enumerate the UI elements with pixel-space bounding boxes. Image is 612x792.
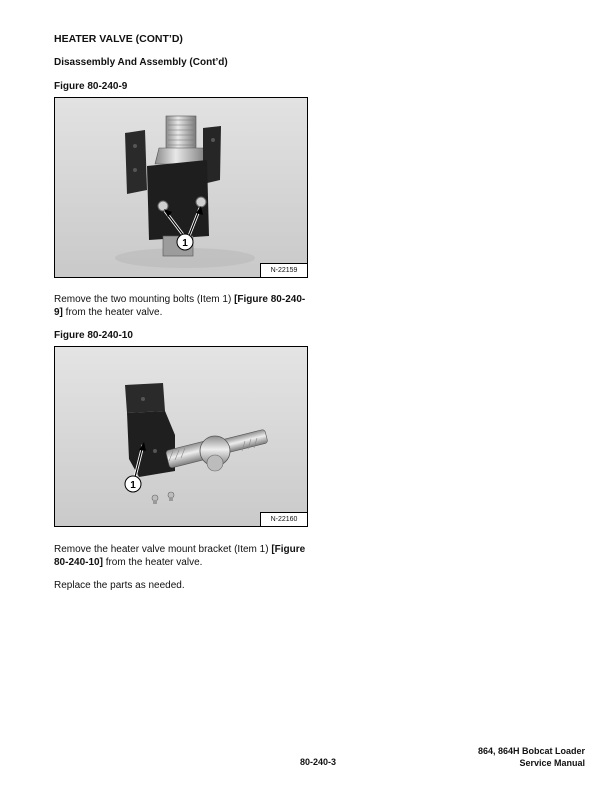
figure-2-label: Figure 80-240-10 — [54, 330, 133, 341]
paragraph-2-text-b: from the heater valve. — [102, 557, 203, 568]
footer-title-line-1: 864, 864H Bobcat Loader — [477, 746, 585, 756]
figure-1-callout: 1 — [182, 238, 188, 249]
paragraph-1-figure-ref: [Figure 80-240-9] — [54, 294, 306, 318]
paragraph-1-text-b: from the heater valve. — [62, 307, 163, 318]
paragraph-2-figure-ref: [Figure 80-240-10] — [54, 544, 306, 568]
figure-2-id: N-22160 — [260, 512, 307, 526]
page-number: 80-240-3 — [300, 757, 337, 767]
figure-2-photo — [54, 346, 308, 527]
heater-valve-bracket-illustration — [55, 98, 307, 277]
figure-1-label: Figure 80-240-9 — [54, 81, 128, 92]
figure-1-id: N-22159 — [260, 263, 307, 277]
section-title: HEATER VALVE (CONT’D) — [54, 33, 183, 45]
footer-manual-title — [478, 745, 585, 769]
figure-2-callout: 1 — [130, 480, 136, 491]
disassembled-valve-illustration — [55, 347, 307, 526]
figure-1-photo — [54, 97, 308, 278]
paragraph-2-text-a: Remove the heater valve mount bracket (Item 1) — [54, 544, 272, 555]
paragraph-2 — [54, 543, 309, 569]
paragraph-1 — [54, 293, 309, 319]
footer-title-line-2: Service Manual — [519, 758, 585, 768]
paragraph-1-text-a: Remove the two mounting bolts (Item 1) — [54, 294, 235, 305]
subsection-title: Disassembly And Assembly (Cont’d) — [54, 57, 228, 68]
paragraph-3: Replace the parts as needed. — [54, 580, 185, 591]
